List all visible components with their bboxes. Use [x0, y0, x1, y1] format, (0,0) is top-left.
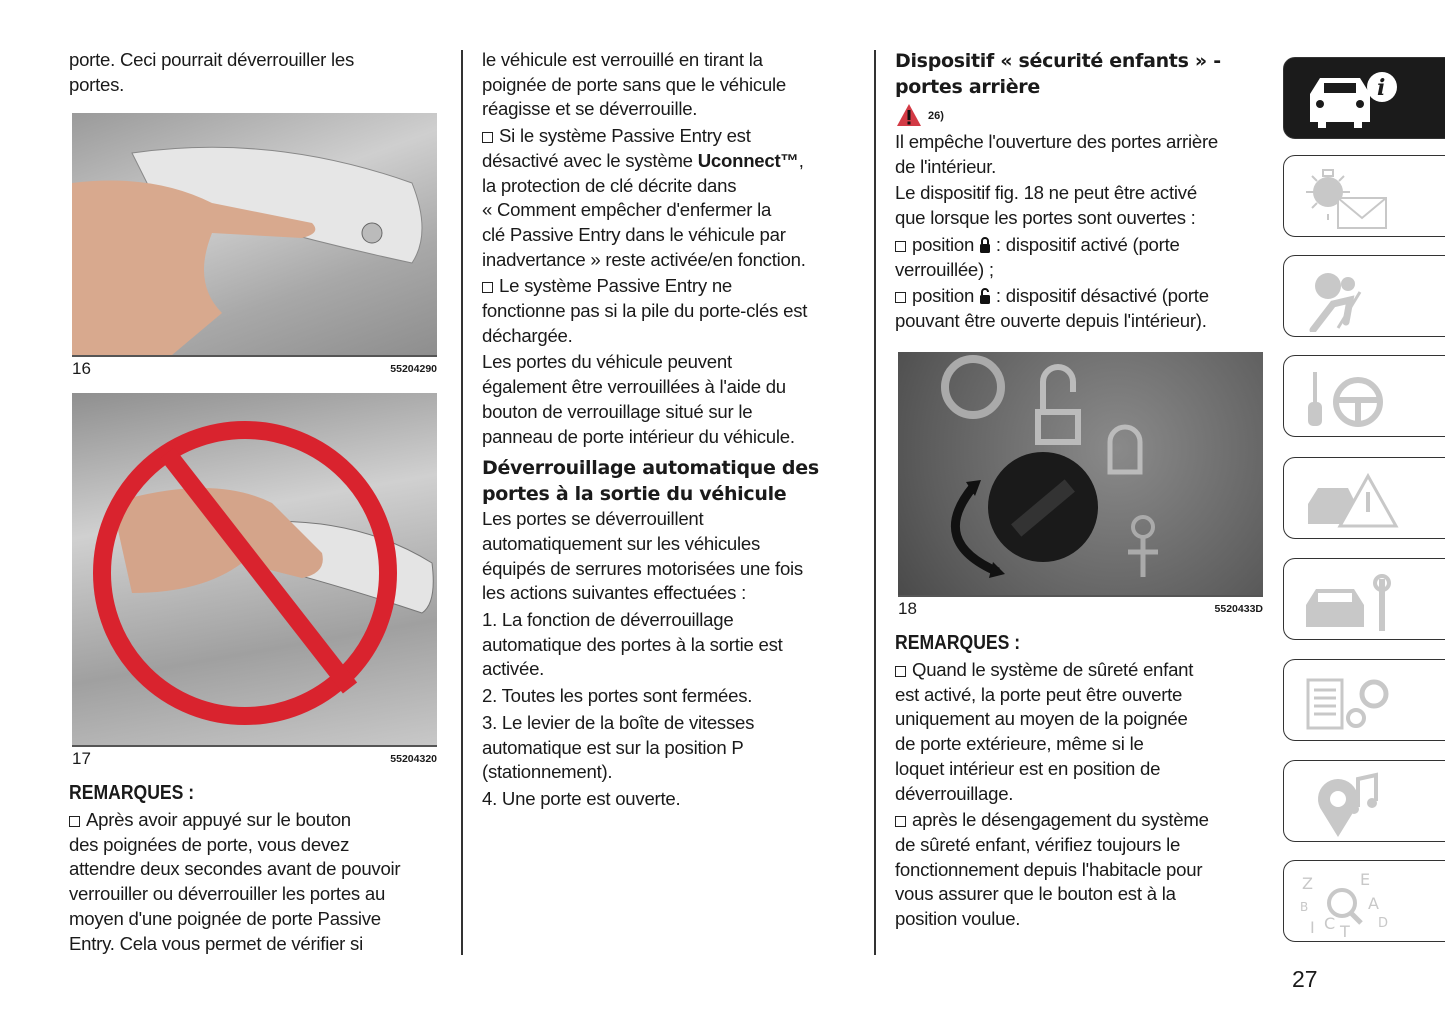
bullet-icon — [482, 132, 493, 143]
figure-code: 5520433D — [1214, 603, 1263, 615]
warning-light-message-icon — [1298, 162, 1408, 232]
bullet-icon — [895, 241, 906, 252]
multimedia-icon — [1298, 767, 1408, 837]
remark-item — [895, 808, 1275, 932]
column-1-remarks — [69, 776, 449, 958]
figure-18-caption — [898, 595, 1263, 619]
door-handle-press-illustration — [72, 113, 437, 355]
remark-text: Après avoir appuyé sur le bouton des poignées de porte, vous devez attendre deux secondes avant de pouvoir verrouiller ou déverrouiller les portes au moyen d'une poignée de porte Passive Entry. Cela vous permet de vérifier si — [69, 809, 401, 954]
tab-service[interactable] — [1283, 558, 1445, 640]
text: , la protection de clé décrite dans « Comment empêcher d'enfermer la clé Passive Entry dans le véhicule par inadvertance » reste activée/en fonction. — [482, 149, 806, 270]
list-item: 2. Toutes les portes sont fermées. — [482, 685, 753, 707]
bullet-icon — [69, 816, 80, 827]
remarks-title: REMARQUES : — [895, 632, 1021, 654]
lock-closed-icon — [979, 237, 991, 253]
paragraph: porte. Ceci pourrait déverrouiller les portes. — [69, 49, 355, 95]
bullet-item — [482, 124, 862, 272]
index-alphabet-icon — [1298, 867, 1408, 937]
text: Le système Passive Entry ne fonctionne pas si la pile du porte-clés est déchargée. — [482, 275, 808, 346]
column-1 — [69, 48, 449, 99]
svg-text:I: I — [1310, 918, 1315, 937]
bullet-item — [895, 284, 1275, 333]
section-heading: Dispositif « sécurité enfants » - portes arrière — [895, 50, 1221, 98]
section-heading: Déverrouillage automatique des portes à la sortie du véhicule — [482, 457, 819, 506]
svg-text:i: i — [1377, 75, 1386, 101]
figure-17-image — [72, 393, 437, 745]
column-divider — [461, 50, 463, 955]
column-3-remarks — [895, 626, 1275, 934]
figure-number: 18 — [898, 599, 917, 618]
figure-code: 55204320 — [390, 753, 437, 765]
child-lock-illustration — [898, 352, 1263, 595]
brand-name: Uconnect™ — [697, 149, 799, 171]
paragraph: Les portes se déverrouillent automatiquement sur les véhicules équipés de serrures motorisées une fois les actions suivantes effectuées : — [482, 508, 803, 604]
text: Si le système Passive Entry est désactivé avec le système — [482, 125, 751, 171]
svg-text:C: C — [1324, 914, 1336, 933]
warning-ref-number: 26) — [928, 110, 944, 122]
figure-18-image — [898, 352, 1263, 595]
figure-number: 17 — [72, 749, 91, 768]
svg-text:Z: Z — [1302, 874, 1313, 893]
warning-triangle-icon — [896, 103, 922, 127]
svg-text:B: B — [1300, 900, 1309, 914]
remark-item — [895, 658, 1275, 806]
column-divider — [874, 50, 876, 955]
emergency-icon — [1298, 464, 1408, 534]
tab-driving[interactable] — [1283, 355, 1445, 437]
svg-text:E: E — [1360, 870, 1371, 889]
svg-text:D: D — [1378, 916, 1389, 931]
car-info-icon — [1298, 64, 1408, 134]
bullet-icon — [482, 282, 493, 293]
list-item: 4. Une porte est ouverte. — [482, 787, 681, 809]
paragraph: Il empêche l'ouverture des portes arrière de l'intérieur. — [895, 131, 1218, 177]
tab-multimedia[interactable] — [1283, 760, 1445, 842]
bullet-icon — [895, 816, 906, 827]
car-wrench-icon — [1298, 565, 1408, 635]
bullet-icon — [895, 292, 906, 303]
no-pull-handle-illustration — [72, 393, 437, 745]
text: : dispositif activé (porte verrouillée) ; — [895, 233, 1180, 280]
airbag-seatbelt-icon — [1298, 262, 1408, 332]
figure-number: 16 — [72, 359, 91, 378]
bullet-item — [895, 233, 1275, 282]
list-item: 1. La fonction de déverrouillage automatique des portes à la sortie est activée. — [482, 609, 783, 680]
tab-emergency[interactable] — [1283, 457, 1445, 539]
bullet-icon — [895, 666, 906, 677]
paragraph: Les portes du véhicule peuvent également être verrouillées à l'aide du bouton de verrouillage situé sur le panneau de porte intérieur du véhicule. — [482, 351, 795, 447]
figure-16-caption — [72, 355, 437, 379]
tab-car-info[interactable] — [1283, 57, 1445, 139]
remarks-title: REMARQUES : — [69, 782, 195, 804]
remark-text: après le désengagement du système de sûreté enfant, vérifiez toujours le fonctionnement depuis l'habitacle pour vous assurer que le bouton est à la position voulue. — [895, 809, 1209, 930]
warning-reference — [895, 100, 1275, 130]
svg-text:T: T — [1340, 922, 1350, 937]
column-2 — [482, 48, 862, 814]
text: : dispositif désactivé (porte pouvant être ouverte depuis l'intérieur). — [895, 285, 1209, 331]
svg-text:A: A — [1368, 894, 1379, 913]
tab-index[interactable] — [1283, 860, 1445, 942]
figure-code: 55204290 — [390, 363, 437, 375]
tab-lights-messages[interactable] — [1283, 155, 1445, 237]
remark-item — [69, 808, 449, 956]
text: position — [912, 285, 980, 307]
page-number: 27 — [1292, 966, 1318, 992]
text: position — [912, 233, 980, 255]
key-steering-wheel-icon — [1298, 362, 1408, 432]
paragraph: Le dispositif fig. 18 ne peut être activé que lorsque les portes sont ouvertes : — [895, 182, 1197, 229]
lock-open-icon — [979, 288, 991, 304]
paragraph: le véhicule est verrouillé en tirant la poignée de porte sans que le véhicule réagisse et se déverrouille. — [482, 49, 786, 120]
column-3 — [895, 48, 1275, 336]
remark-text: Quand le système de sûreté enfant est activé, la porte peut être ouverte uniquement au moyen de la poignée de porte extérieure, même si le loquet intérieur est en position de déverrouillage. — [895, 659, 1194, 804]
specs-gears-icon — [1298, 666, 1408, 736]
figure-16-image — [72, 113, 437, 355]
tab-safety[interactable] — [1283, 255, 1445, 337]
tab-technical-data[interactable] — [1283, 659, 1445, 741]
figure-17-caption — [72, 745, 437, 769]
bullet-item — [482, 274, 862, 348]
list-item: 3. Le levier de la boîte de vitesses automatique est sur la position P (stationnement). — [482, 711, 755, 783]
